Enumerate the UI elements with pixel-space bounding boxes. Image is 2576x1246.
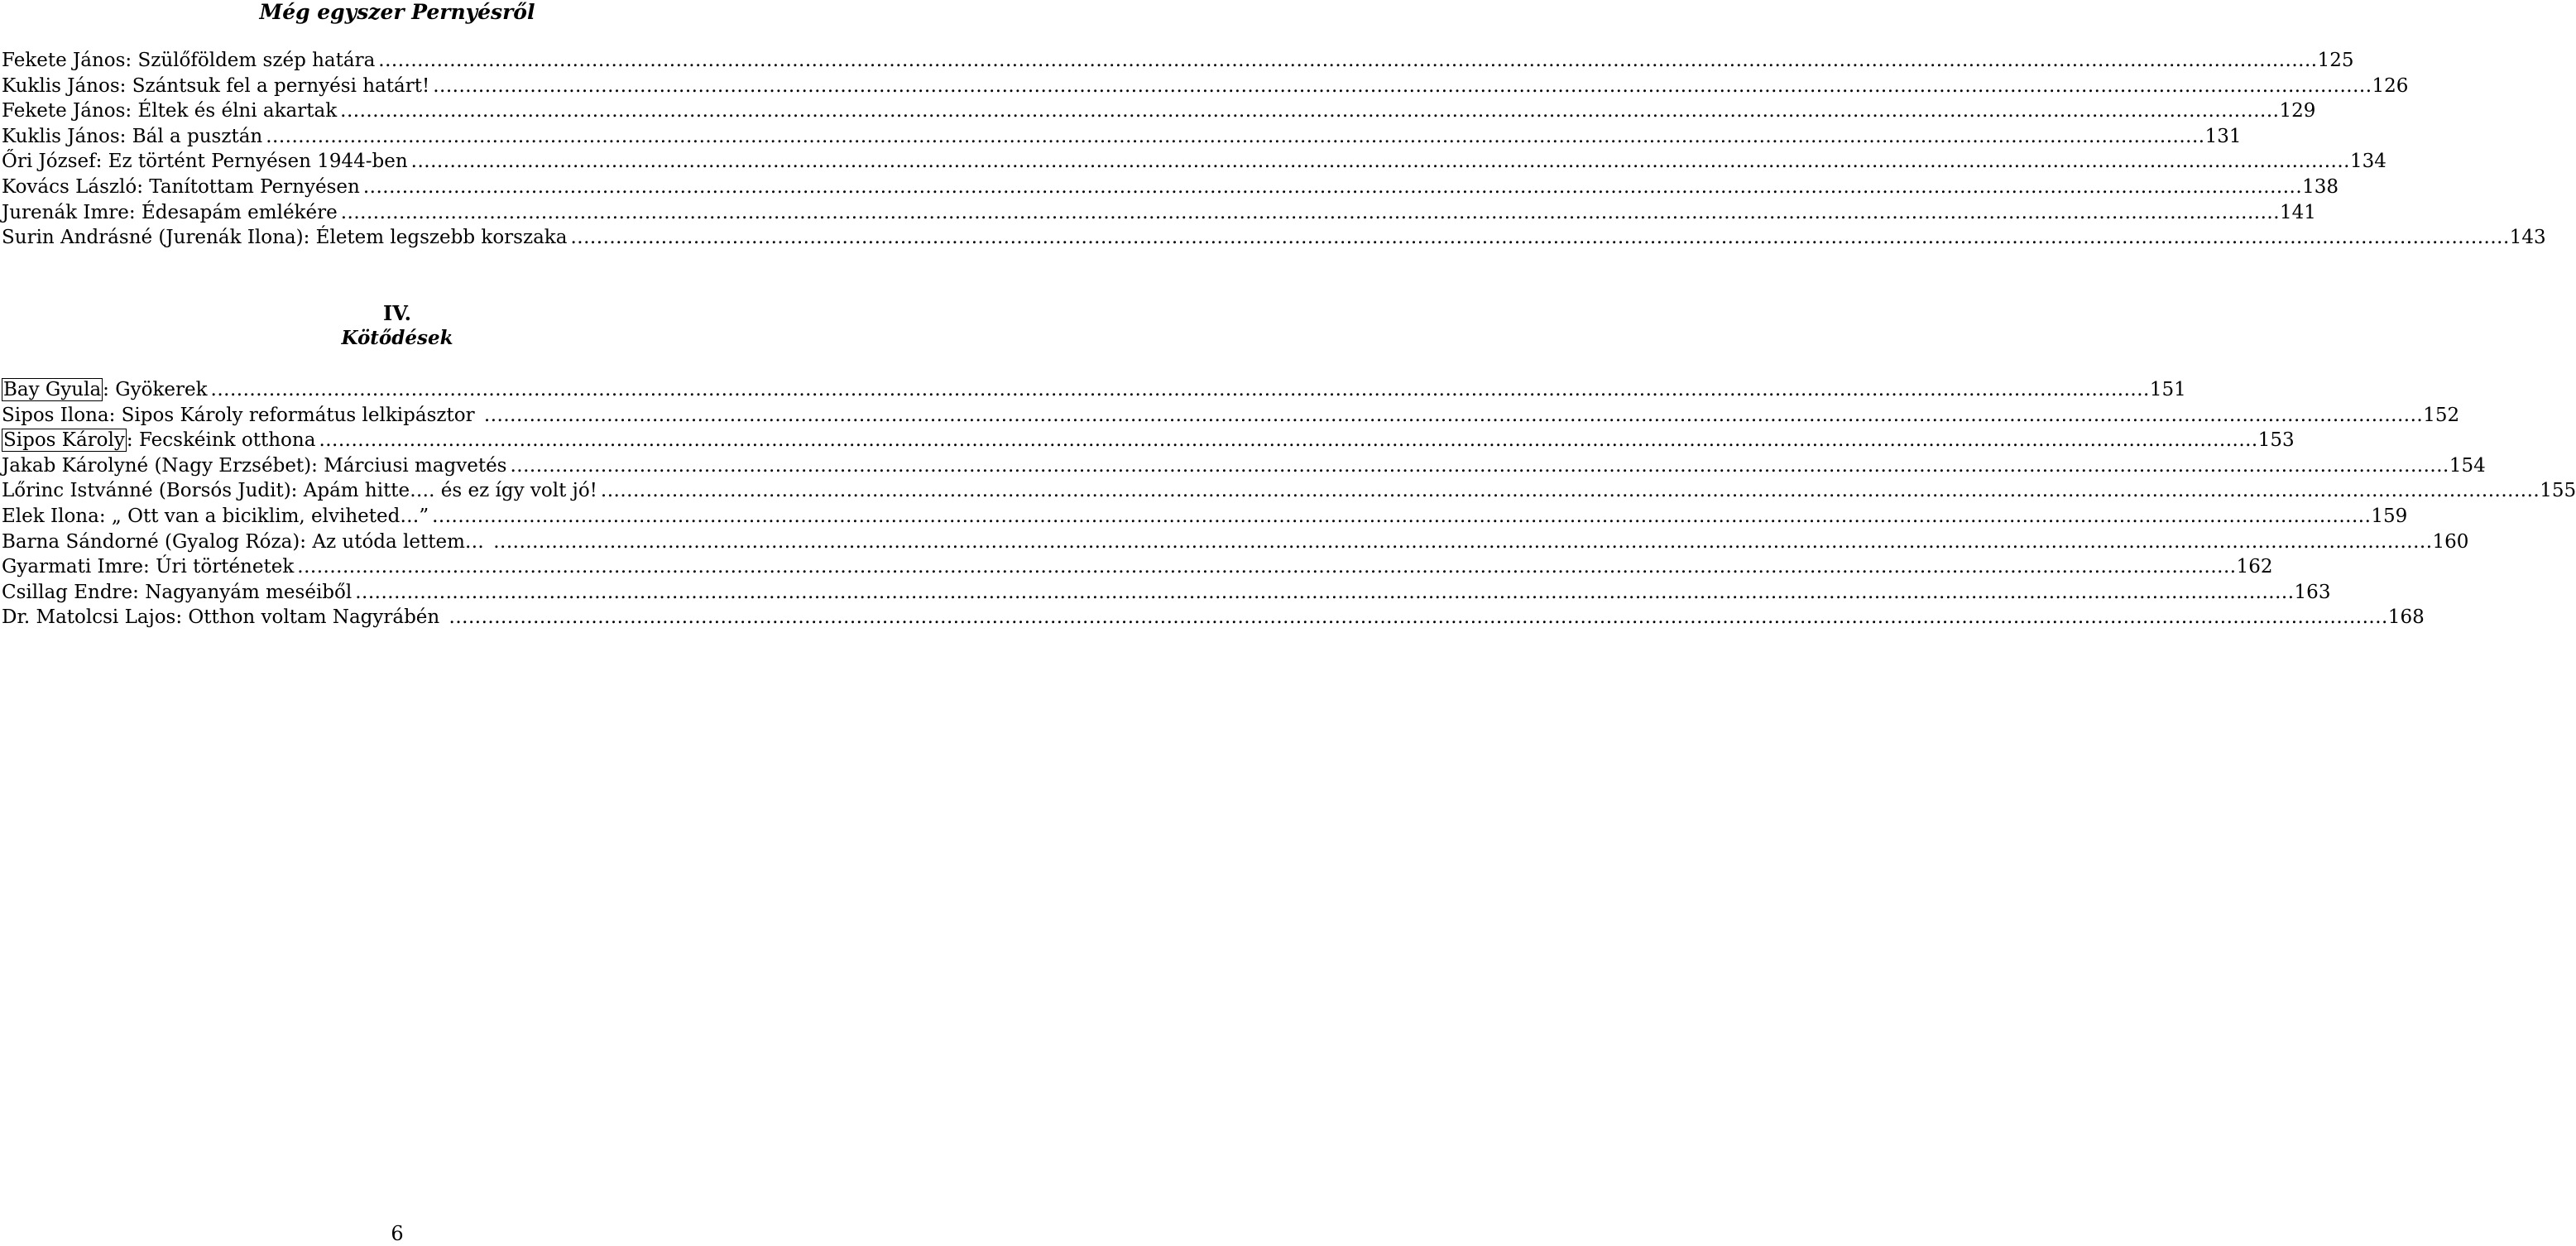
toc-entry-title: Lőrinc Istvánné (Borsós Judit): Apám hitte…. és ez így volt jó! (2, 480, 597, 502)
toc-entry-title: Dr. Matolcsi Lajos: Otthon voltam Nagyrábén (2, 606, 446, 629)
toc-entry-page: 138 (2302, 175, 2339, 198)
toc-entry-title: Kovács László: Tanítottam Pernyésen (2, 175, 360, 198)
toc-entry-page: 155 (2540, 480, 2576, 502)
chapter-heading: Még egyszer Pernyésről (259, 0, 535, 24)
toc-entry-author-boxed: Bay Gyula (3, 379, 102, 400)
section-number: IV. (382, 301, 411, 325)
toc-entry[interactable] (2, 124, 2242, 150)
toc-entry-title: Kuklis János: Szántsuk fel a pernyési határt! (2, 74, 430, 97)
toc-entry[interactable] (2, 377, 2186, 403)
toc-entry[interactable] (2, 504, 2408, 530)
toc-entry[interactable] (2, 200, 2316, 226)
dot-leader: ............................................................................................................................................................................................................................................................................................................ (210, 379, 2150, 400)
toc-entry[interactable] (2, 48, 2354, 74)
toc-entry-title: : Gyökerek (103, 379, 208, 400)
dot-leader: ............................................................................................................................................................................................................................................................................................................ (433, 74, 2372, 97)
toc-entry-title: Őri József: Ez történt Pernyésen 1944-ben (2, 151, 408, 173)
dot-leader: ............................................................................................................................................................................................................................................................................................................ (266, 125, 2205, 147)
toc-entry-page: 134 (2349, 151, 2387, 173)
dot-leader: ............................................................................................................................................................................................................................................................................................................ (355, 581, 2295, 603)
toc-entry[interactable] (2, 554, 2273, 580)
toc-entry-author-boxed: Sipos Károly (3, 429, 125, 452)
toc-entry-title: Sipos Ilona: Sipos Károly református lelkipásztor (2, 404, 481, 426)
dot-leader: ............................................................................................................................................................................................................................................................................................................ (570, 227, 2510, 249)
toc-entry-page: 168 (2387, 606, 2425, 629)
toc-entry-page: 141 (2280, 201, 2316, 223)
toc-entry[interactable] (2, 149, 2387, 175)
toc-entry[interactable] (2, 580, 2331, 606)
toc-entry[interactable] (2, 530, 2469, 555)
dot-leader: ............................................................................................................................................................................................................................................................................................................ (410, 151, 2350, 173)
toc-entry-title: Elek Ilona: „ Ott van a biciklim, elviheted…” (2, 505, 429, 527)
toc-entry-page: 162 (2236, 556, 2273, 578)
page-number: 6 (391, 1222, 404, 1245)
dot-leader: ............................................................................................................................................................................................................................................................................................................ (493, 530, 2433, 553)
toc-entry-page: 143 (2509, 227, 2546, 249)
toc-entry-page: 125 (2317, 50, 2354, 71)
dot-leader: ............................................................................................................................................................................................................................................................................................................ (378, 50, 2318, 71)
toc-entry-title: : Fecskéink otthona (126, 429, 316, 452)
toc-entry-page: 160 (2432, 530, 2469, 553)
dot-leader: ............................................................................................................................................................................................................................................................................................................ (297, 556, 2237, 578)
toc-entry[interactable] (2, 225, 2546, 251)
toc-entry[interactable] (2, 403, 2460, 429)
toc-entry-title: Fekete János: Szülőföldem szép határa (2, 50, 376, 71)
toc-entry[interactable] (2, 428, 2295, 453)
toc-entry[interactable] (2, 605, 2425, 630)
dot-leader: ............................................................................................................................................................................................................................................................................................................ (510, 454, 2449, 477)
dot-leader: ............................................................................................................................................................................................................................................................................................................ (432, 505, 2372, 527)
toc-entry-page: 152 (2423, 404, 2460, 426)
toc-list-part-2 (2, 377, 2576, 630)
toc-entry-title: Csillag Endre: Nagyanyám meséiből (2, 581, 353, 603)
toc-entry-page: 163 (2294, 581, 2331, 603)
toc-entry-title: Fekete János: Éltek és élni akartak (2, 100, 338, 122)
toc-entry-page: 154 (2449, 454, 2486, 477)
dot-leader: ............................................................................................................................................................................................................................................................................................................ (340, 201, 2281, 223)
toc-entry-page: 131 (2204, 125, 2242, 147)
dot-leader: ............................................................................................................................................................................................................................................................................................................ (483, 404, 2424, 426)
toc-entry[interactable] (2, 74, 2409, 99)
toc-entry-title: Jurenák Imre: Édesapám emlékére (2, 201, 338, 223)
toc-entry-page: 151 (2149, 379, 2186, 400)
toc-entry[interactable] (2, 175, 2339, 200)
toc-entry[interactable] (2, 478, 2576, 504)
toc-entry-page: 153 (2257, 429, 2295, 452)
toc-entry[interactable] (2, 453, 2486, 479)
toc-entry-title: Gyarmati Imre: Úri történetek (2, 556, 295, 578)
toc-entry-page: 159 (2371, 505, 2408, 527)
section-title: Kötődések (341, 327, 453, 349)
dot-leader: ............................................................................................................................................................................................................................................................................................................ (340, 100, 2280, 122)
toc-entry-page: 126 (2372, 74, 2409, 97)
dot-leader: ............................................................................................................................................................................................................................................................................................................ (362, 175, 2303, 198)
dot-leader: ............................................................................................................................................................................................................................................................................................................ (449, 606, 2388, 629)
toc-entry-page: 129 (2279, 100, 2316, 122)
toc-entry[interactable] (2, 98, 2316, 124)
toc-list-part-1 (2, 48, 2546, 251)
toc-entry-title: Kuklis János: Bál a pusztán (2, 125, 263, 147)
toc-entry-title: Surin Andrásné (Jurenák Ilona): Életem legszebb korszaka (2, 227, 568, 249)
toc-entry-title: Barna Sándorné (Gyalog Róza): Az utóda lettem… (2, 530, 491, 553)
toc-entry-title: Jakab Károlyné (Nagy Erzsébet): Márciusi magvetés (2, 454, 507, 477)
dot-leader: ............................................................................................................................................................................................................................................................................................................ (319, 429, 2258, 452)
dot-leader: ............................................................................................................................................................................................................................................................................................................ (600, 480, 2540, 502)
